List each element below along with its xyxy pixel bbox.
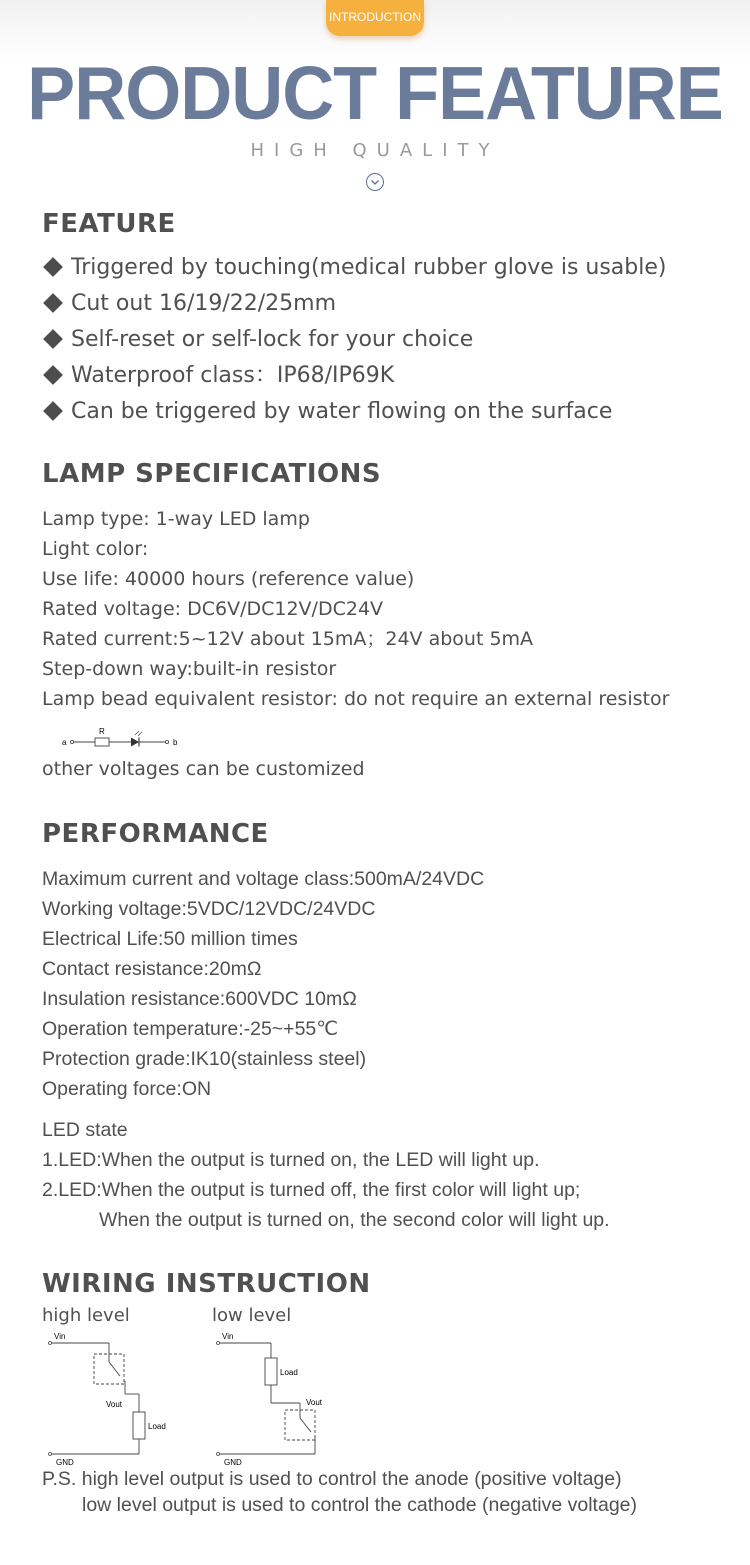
performance-heading: PERFORMANCE	[42, 819, 269, 849]
feature-heading: FEATURE	[42, 209, 176, 239]
low-level-wiring-diagram	[212, 1330, 352, 1470]
circuit-label-a: a	[62, 738, 67, 747]
vin-label: Vin	[222, 1332, 234, 1341]
load-resistor-symbol	[133, 1412, 145, 1439]
gnd-label: GND	[56, 1458, 74, 1467]
led-diode-icon	[131, 738, 139, 747]
feature-item: Can be triggered by water flowing on the surface	[42, 394, 666, 430]
feature-item: Cut out 16/19/22/25mm	[42, 286, 666, 322]
performance-line: Operating force:ON	[42, 1078, 212, 1100]
circuit-label-b: b	[173, 738, 178, 747]
page-title: PRODUCT FEATURE	[27, 52, 723, 136]
feature-item: Waterproof class：IP68/IP69K	[42, 358, 666, 394]
performance-line: Contact resistance:20mΩ	[42, 958, 262, 980]
performance-line: Maximum current and voltage class:500mA/24VDC	[42, 868, 485, 890]
led-state-line: When the output is turned on, the second color will light up.	[99, 1209, 610, 1231]
vin-label: Vin	[54, 1332, 66, 1341]
diamond-bullet-icon	[43, 329, 63, 349]
lamp-spec-list	[42, 504, 669, 714]
wiring-heading: WIRING INSTRUCTION	[42, 1269, 371, 1299]
diamond-bullet-icon	[43, 365, 63, 385]
ps-line: P.S. high level output is used to control the anode (positive voltage)	[42, 1468, 622, 1490]
high-level-label: high level	[42, 1305, 130, 1326]
performance-line: Electrical Life:50 million times	[42, 928, 298, 950]
low-level-label: low level	[212, 1305, 292, 1326]
led-state-block	[42, 1115, 610, 1235]
lamp-note: other voltages can be customized	[42, 758, 365, 780]
feature-item: Triggered by touching(medical rubber glove is usable)	[42, 250, 666, 286]
lamp-spec-line: Lamp type: 1-way LED lamp	[42, 508, 310, 530]
circuit-label-r: R	[99, 727, 105, 736]
vout-label: Vout	[106, 1400, 123, 1409]
performance-line: Operation temperature:-25~+55℃	[42, 1018, 339, 1040]
led-state-title: LED state	[42, 1119, 128, 1141]
led-state-line: 1.LED:When the output is turned on, the LED will light up.	[42, 1149, 540, 1171]
lamp-spec-line: Rated current:5~12V about 15mA；24V about 5mA	[42, 628, 534, 650]
led-state-line: 2.LED:When the output is turned off, the first color will light up;	[42, 1179, 581, 1201]
introduction-tab[interactable]: INTRODUCTION	[326, 0, 424, 36]
lamp-spec-line: Light color:	[42, 538, 149, 560]
diamond-bullet-icon	[43, 293, 63, 313]
load-resistor-symbol	[265, 1358, 277, 1385]
led-resistor-circuit-diagram	[58, 724, 188, 750]
lamp-spec-line: Rated voltage: DC6V/DC12V/DC24V	[42, 598, 384, 620]
chevron-down-circle-icon[interactable]	[366, 173, 384, 191]
diamond-bullet-icon	[43, 401, 63, 421]
ps-line: low level output is used to control the cathode (negative voltage)	[82, 1494, 638, 1516]
performance-line: Protection grade:IK10(stainless steel)	[42, 1048, 367, 1070]
resistor-symbol	[95, 738, 109, 746]
lamp-spec-line: Lamp bead equivalent resistor: do not require an external resistor	[42, 688, 670, 710]
lamp-spec-line: Step-down way:built-in resistor	[42, 658, 337, 680]
gnd-label: GND	[224, 1458, 242, 1467]
vout-label: Vout	[306, 1398, 323, 1407]
lamp-spec-line: Use life: 40000 hours (reference value)	[42, 568, 415, 590]
high-level-wiring-diagram	[44, 1330, 184, 1470]
load-label: Load	[148, 1422, 166, 1431]
diamond-bullet-icon	[43, 257, 63, 277]
performance-line: Working voltage:5VDC/12VDC/24VDC	[42, 898, 376, 920]
performance-line: Insulation resistance:600VDC 10mΩ	[42, 988, 357, 1010]
load-label: Load	[280, 1368, 298, 1377]
lamp-heading: LAMP SPECIFICATIONS	[42, 459, 382, 489]
feature-list	[42, 250, 666, 430]
page-subtitle: HIGH QUALITY	[250, 140, 500, 161]
feature-item: Self-reset or self-lock for your choice	[42, 322, 666, 358]
performance-list	[42, 864, 484, 1104]
ps-note	[42, 1466, 637, 1518]
